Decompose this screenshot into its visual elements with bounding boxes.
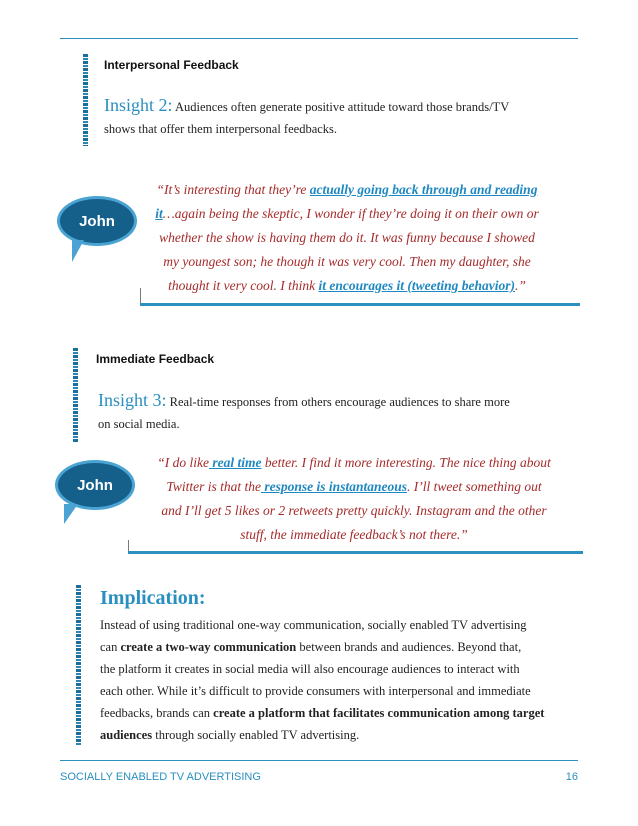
section-marker-bar [83, 54, 88, 146]
paragraph-text: through socially enabled TV advertising. [152, 728, 360, 742]
section-label-immediate: Immediate Feedback [96, 352, 215, 366]
paragraph-text: feedbacks, brands can [100, 706, 214, 720]
paragraph-line [100, 724, 580, 746]
quote-bracket-left [140, 288, 141, 304]
paragraph-line [100, 702, 580, 724]
quote-bracket-bottom [140, 303, 580, 306]
quote-text: .” [514, 278, 526, 293]
speaker-bubble [55, 460, 135, 510]
quote-john-1 [114, 178, 580, 298]
paragraph-bold: create a two-way communication [120, 640, 297, 654]
speaker-bubble-tail [64, 504, 78, 524]
implication-paragraph [100, 614, 580, 746]
section-marker-bar [73, 348, 78, 442]
speaker-name: John [77, 476, 113, 494]
quote-text: . I’ll tweet something out [406, 479, 542, 494]
quote-text: …again being the skeptic, I wonder if they’re doing it on their own or [162, 206, 539, 221]
quote-highlight: it encourages it (tweeting behavior) [318, 278, 515, 293]
quote-highlight: real time [209, 455, 262, 470]
paragraph-line: Instead of using traditional one-way communication, socially enabled TV advertising [100, 618, 527, 632]
quote-bracket-bottom [128, 551, 583, 554]
paragraph-line [100, 636, 580, 658]
quote-text: thought it very cool. I think [168, 278, 319, 293]
footer-rule [60, 760, 578, 761]
paragraph-text: can [100, 640, 121, 654]
insight-2-heading: Insight 2: [104, 95, 173, 115]
quote-line [128, 451, 580, 475]
insight-3-text: Real-time responses from others encourage audiences to share more [169, 395, 510, 409]
top-rule [60, 38, 578, 39]
speaker-name: John [79, 212, 115, 230]
insight-2-line2: shows that offer them interpersonal feedbacks. [104, 122, 338, 136]
implication-heading: Implication: [100, 587, 206, 609]
quote-john-2 [128, 451, 580, 547]
section-marker-bar [76, 585, 81, 745]
quote-text: Twitter is that the [166, 479, 262, 494]
paragraph-text: between brands and audiences. Beyond that, [296, 640, 522, 654]
paragraph-bold: create a platform that facilitates communication among target [213, 706, 545, 720]
quote-line [128, 475, 580, 499]
quote-text: better. I find it more interesting. The nice thing about [261, 455, 551, 470]
footer-title: SOCIALLY ENABLED TV ADVERTISING [60, 771, 261, 783]
quote-line [114, 274, 580, 298]
insight-2-line1 [104, 95, 509, 116]
quote-line: my youngest son; he though it was very cool. Then my daughter, she [163, 254, 531, 269]
paragraph-line: each other. While it’s difficult to provide consumers with interpersonal and immediate [100, 684, 531, 698]
section-label-interpersonal: Interpersonal Feedback [104, 58, 239, 72]
quote-line: and I’ll get 5 likes or 2 retweets pretty quickly. Instagram and the other [161, 503, 547, 518]
quote-line: stuff, the immediate feedback’s not there.” [240, 527, 468, 542]
quote-highlight: response is instantaneous [261, 479, 407, 494]
quote-highlight: it [155, 206, 163, 221]
quote-text: “It’s interesting that they’re [156, 182, 310, 197]
insight-3-line2: on social media. [98, 417, 180, 431]
quote-line: whether the show is having them do it. It was funny because I showed [159, 230, 535, 245]
insight-3-line1 [98, 390, 510, 411]
quote-line [114, 178, 580, 202]
quote-line [114, 202, 580, 226]
paragraph-bold: audiences [100, 728, 153, 742]
quote-text: “I do like [157, 455, 210, 470]
page-number: 16 [565, 771, 578, 783]
insight-2-text: Audiences often generate positive attitude toward those brands/TV [174, 100, 510, 114]
quote-highlight: actually going back through and reading [309, 182, 538, 197]
insight-3-heading: Insight 3: [98, 390, 167, 410]
speaker-bubble-tail [72, 240, 84, 262]
paragraph-line: the platform it creates in social media will also encourage audiences to interact with [100, 662, 520, 676]
